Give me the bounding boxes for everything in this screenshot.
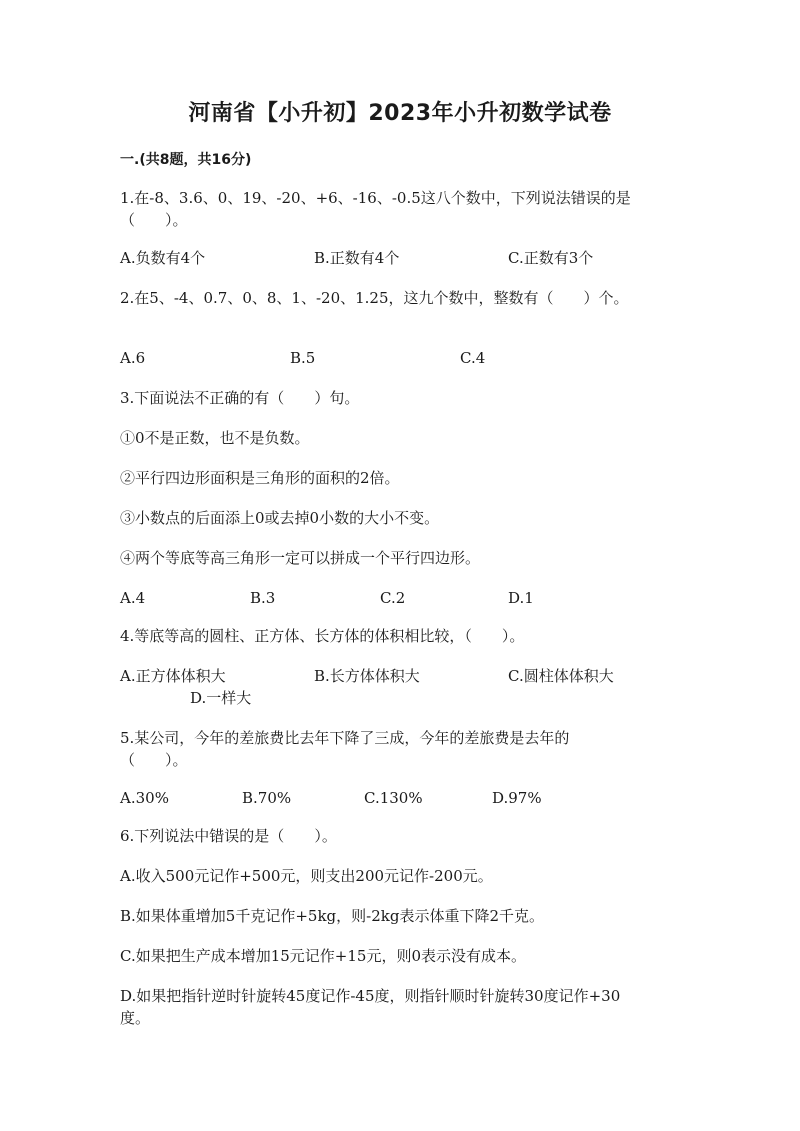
q3-statement-3: ③小数点的后面添上0或去掉0小数的大小不变。 <box>120 509 440 527</box>
q3-statement-2: ②平行四边形面积是三角形的面积的2倍。 <box>120 469 400 487</box>
question-1-stem: 1.在-8、3.6、0、19、-20、+6、-16、-0.5这八个数中，下列说法错误的是 <box>120 189 631 207</box>
q5-option-d: D.97% <box>492 789 542 807</box>
q6-option-d-cont: 度。 <box>120 1009 151 1027</box>
page-title: 河南省【小升初】2023年小升初数学试卷 <box>188 101 612 126</box>
q5-option-c: C.130% <box>364 789 423 807</box>
q4-option-b: B.长方体体积大 <box>314 667 420 685</box>
q5-option-b: B.70% <box>242 789 292 807</box>
question-3-stem: 3.下面说法不正确的有（ ）句。 <box>120 389 360 407</box>
q3-option-d: D.1 <box>508 589 534 607</box>
q3-statement-4: ④两个等底等高三角形一定可以拼成一个平行四边形。 <box>120 549 481 567</box>
q2-option-b: B.5 <box>290 349 316 367</box>
q3-option-a: A.4 <box>120 589 146 607</box>
q3-option-b: B.3 <box>250 589 276 607</box>
q2-option-a: A.6 <box>120 349 146 367</box>
question-5-stem: 5.某公司，今年的差旅费比去年下降了三成，今年的差旅费是去年的 <box>120 729 570 747</box>
q1-option-c: C.正数有3个 <box>508 249 594 267</box>
q4-option-a: A.正方体体积大 <box>120 667 226 685</box>
q3-option-c: C.2 <box>380 589 406 607</box>
q4-option-d: D.一样大 <box>190 689 252 707</box>
q6-option-d: D.如果把指针逆时针旋转45度记作-45度，则指针顺时针旋转30度记作+30 <box>120 987 621 1005</box>
q2-option-c: C.4 <box>460 349 486 367</box>
question-2-stem: 2.在5、-4、0.7、0、8、1、-20、1.25，这九个数中，整数有（ ）个。 <box>120 289 629 307</box>
q6-option-c: C.如果把生产成本增加15元记作+15元，则0表示没有成本。 <box>120 947 526 965</box>
q3-statement-1: ①0不是正数，也不是负数。 <box>120 429 310 447</box>
q6-option-b: B.如果体重增加5千克记作+5kg，则-2kg表示体重下降2千克。 <box>120 907 544 925</box>
q6-option-a: A.收入500元记作+500元，则支出200元记作-200元。 <box>120 867 493 885</box>
section-heading: 一.(共8题，共16分) <box>120 152 252 168</box>
question-5-stem-cont: （ ）。 <box>120 751 188 769</box>
question-1-stem-cont: （ ）。 <box>120 211 188 229</box>
q5-option-a: A.30% <box>120 789 169 807</box>
q1-option-b: B.正数有4个 <box>314 249 400 267</box>
question-4-stem: 4.等底等高的圆柱、正方体、长方体的体积相比较，（ ）。 <box>120 627 525 645</box>
q1-option-a: A.负数有4个 <box>120 249 206 267</box>
q4-option-c: C.圆柱体体积大 <box>508 667 614 685</box>
question-6-stem: 6.下列说法中错误的是（ ）。 <box>120 827 337 845</box>
